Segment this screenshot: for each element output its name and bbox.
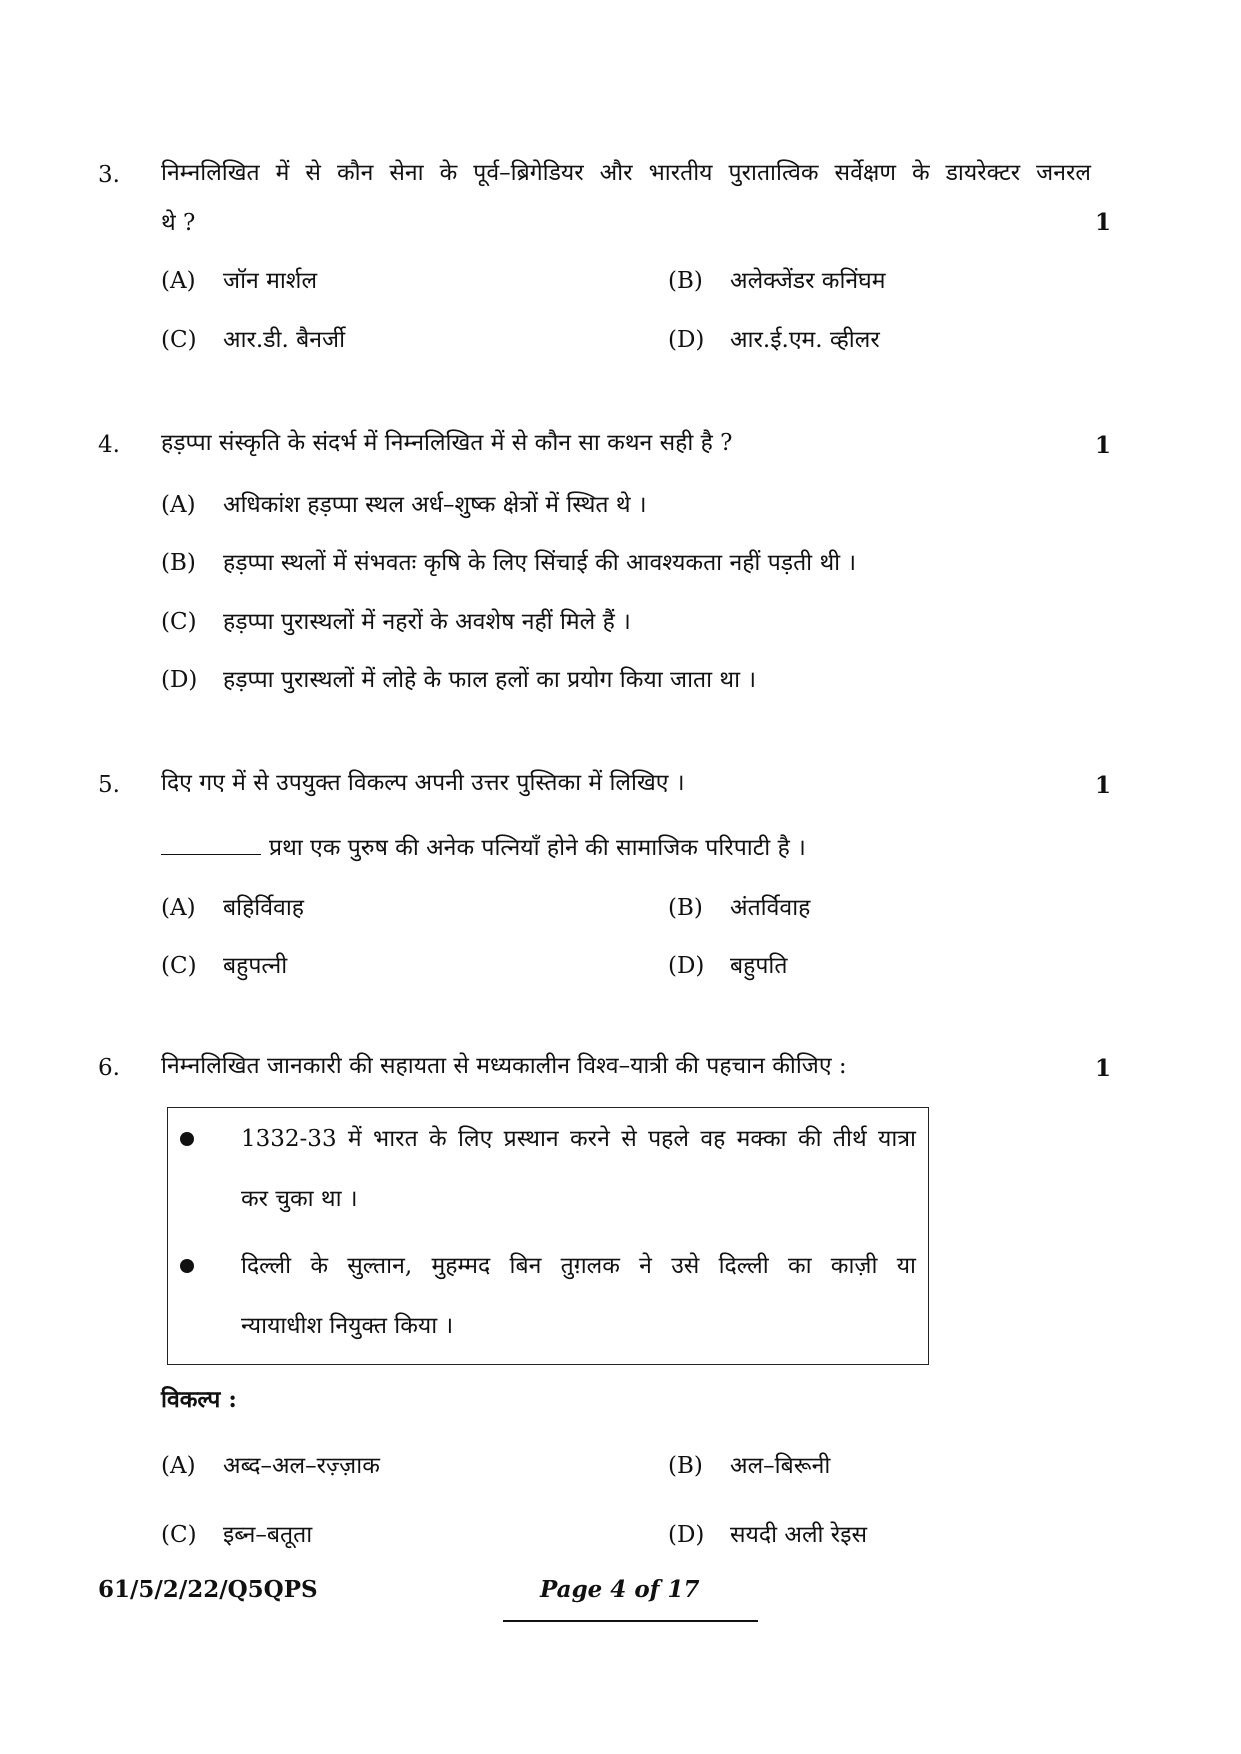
option-label: (B) <box>668 895 703 921</box>
option-c <box>161 604 631 636</box>
answer-blank <box>161 834 261 855</box>
option-label: (C) <box>161 327 197 353</box>
option-b <box>161 545 856 577</box>
option-a <box>161 1448 380 1480</box>
bullet-icon <box>180 1132 194 1146</box>
option-label: (D) <box>161 667 198 693</box>
option-label: (A) <box>161 895 196 921</box>
option-text: हड़प्पा पुरास्थलों में लोहे के फाल हलों का प्रयोग किया जाता था । <box>223 667 757 693</box>
option-text: बहुपति <box>730 953 788 979</box>
option-text: बहुपत्नी <box>223 953 288 979</box>
option-a <box>161 487 647 519</box>
option-text: बहिर्विवाह <box>223 895 305 921</box>
bullet-icon <box>180 1259 194 1273</box>
option-text: हड़प्पा पुरास्थलों में नहरों के अवशेष नहीं मिले हैं । <box>223 609 631 635</box>
option-d <box>161 662 756 694</box>
option-d <box>668 948 787 980</box>
fill-in-blank-statement <box>161 830 806 862</box>
option-a <box>161 263 317 295</box>
question-marks: 1 <box>1095 772 1112 799</box>
option-text: जॉन मार्शल <box>223 268 318 294</box>
option-text: आर.डी. बैनर्जी <box>223 327 346 353</box>
option-label: (C) <box>161 609 197 635</box>
option-b <box>668 890 810 922</box>
option-label: (A) <box>161 268 196 294</box>
option-label: (C) <box>161 1522 197 1548</box>
option-label: (A) <box>161 492 196 518</box>
question-marks: 1 <box>1095 209 1112 236</box>
option-label: (C) <box>161 953 197 979</box>
option-text: अंतर्विवाह <box>730 895 811 921</box>
fill-in-text: प्रथा एक पुरुष की अनेक पत्नियाँ होने की सामाजिक परिपाटी है । <box>269 835 806 861</box>
option-text: सयदी अली रेइस <box>730 1522 868 1548</box>
paper-code: 61/5/2/22/Q5QPS <box>98 1576 318 1603</box>
question-marks: 1 <box>1095 1055 1112 1082</box>
option-text: आर.ई.एम. व्हीलर <box>730 327 880 353</box>
question-number: 6. <box>98 1055 120 1081</box>
option-label: (B) <box>668 268 703 294</box>
clue-2-line-2: न्यायाधीश नियुक्त किया । <box>241 1313 454 1339</box>
option-text: अब्द–अल–रज़्ज़ाक <box>223 1453 380 1479</box>
option-label: (B) <box>668 1453 703 1479</box>
page-number: Page 4 of 17 <box>540 1576 700 1603</box>
options-heading: विकल्प : <box>161 1386 237 1413</box>
option-label: (D) <box>668 1522 705 1548</box>
question-number: 5. <box>98 772 120 798</box>
question-number: 3. <box>98 162 120 188</box>
option-d <box>668 322 880 354</box>
option-b <box>668 263 886 295</box>
option-label: (B) <box>161 550 196 576</box>
option-c <box>161 322 345 354</box>
option-c <box>161 1517 312 1549</box>
option-c <box>161 948 287 980</box>
option-text: हड़प्पा स्थलों में संभवतः कृषि के लिए सिंचाई की आवश्यकता नहीं पड़ती थी । <box>223 550 857 576</box>
question-stem: हड़प्पा संस्कृति के संदर्भ में निम्नलिखित में से कौन सा कथन सही है ? <box>161 430 733 456</box>
option-text: अधिकांश हड़प्पा स्थल अर्ध–शुष्क क्षेत्रों में स्थित थे । <box>223 492 647 518</box>
option-b <box>668 1448 830 1480</box>
option-label: (A) <box>161 1453 196 1479</box>
option-d <box>668 1517 867 1549</box>
question-stem: निम्नलिखित जानकारी की सहायता से मध्यकालीन विश्व–यात्री की पहचान कीजिए : <box>161 1053 847 1079</box>
question-stem: निम्नलिखित में से कौन सेना के पूर्व–ब्रिगेडियर और भारतीय पुरातात्विक सर्वेक्षण के डायरेक्टर जनरल <box>161 160 1091 186</box>
option-text: अलेक्जेंडर कनिंघम <box>730 268 886 294</box>
question-stem: दिए गए में से उपयुक्त विकल्प अपनी उत्तर पुस्तिका में लिखिए । <box>161 770 685 796</box>
option-label: (D) <box>668 327 705 353</box>
clue-1-line-2: कर चुका था । <box>241 1186 358 1212</box>
question-number: 4. <box>98 432 120 458</box>
question-marks: 1 <box>1095 432 1112 459</box>
clue-1-line-1: 1332-33 में भारत के लिए प्रस्थान करने से पहले वह मक्का की तीर्थ यात्रा <box>241 1126 916 1152</box>
option-label: (D) <box>668 953 705 979</box>
question-stem-continued: थे ? <box>161 210 196 236</box>
option-a <box>161 890 304 922</box>
option-text: इब्न–बतूता <box>223 1522 313 1548</box>
option-text: अल–बिरूनी <box>730 1453 831 1479</box>
page-number-underline <box>503 1620 758 1622</box>
clue-2-line-1: दिल्ली के सुल्तान, मुहम्मद बिन तुग़लक ने उसे दिल्ली का काज़ी या <box>241 1253 916 1279</box>
